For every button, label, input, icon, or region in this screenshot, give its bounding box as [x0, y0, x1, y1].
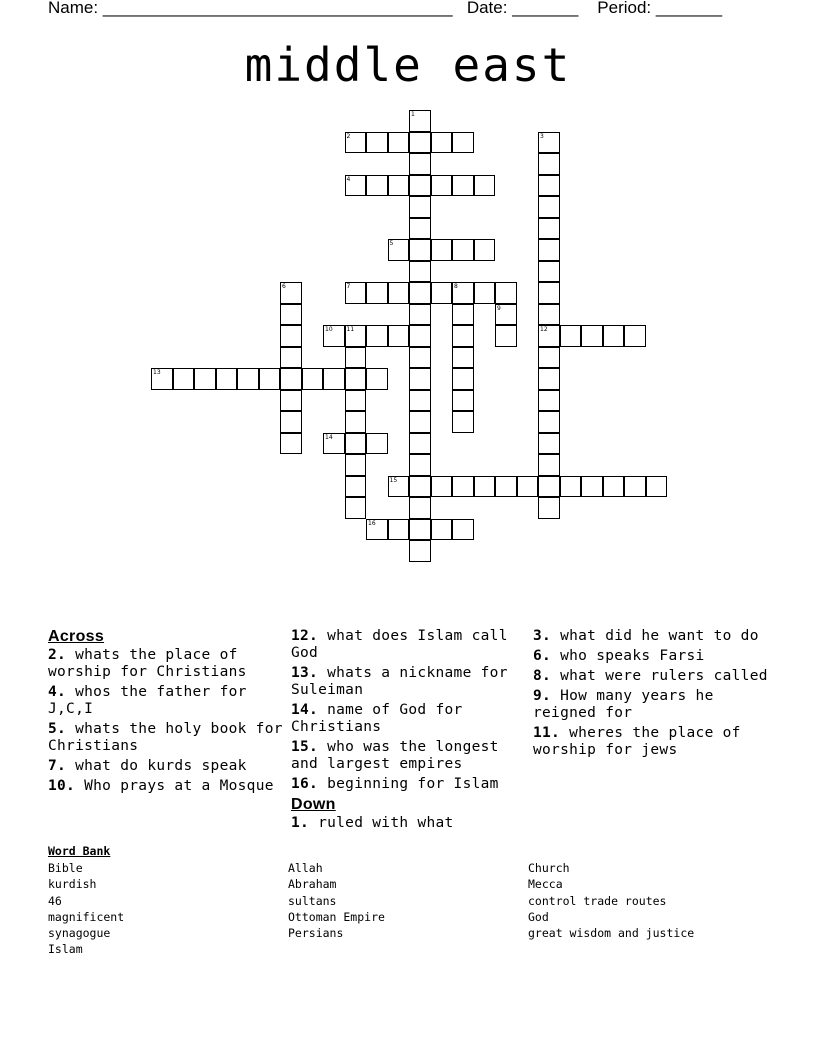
- word-bank-item: great wisdom and justice: [528, 926, 695, 941]
- crossword-cell[interactable]: [538, 476, 560, 498]
- crossword-cell[interactable]: [345, 433, 367, 455]
- clues-column-1: [48, 628, 284, 798]
- word-bank-item: magnificent: [48, 909, 125, 924]
- crossword-cell[interactable]: [452, 411, 474, 433]
- crossword-cell[interactable]: [173, 368, 195, 390]
- clue-text: whats the holy book for Christians: [48, 721, 283, 754]
- word-bank-item: 46: [48, 893, 62, 908]
- word-bank-column-2: [288, 860, 385, 941]
- clue-number: 4: [346, 175, 351, 183]
- crossword-cell[interactable]: [538, 153, 560, 175]
- crossword-cell[interactable]: [409, 433, 431, 455]
- crossword-cell[interactable]: [345, 325, 367, 347]
- crossword-cell[interactable]: [538, 282, 560, 304]
- crossword-cell[interactable]: [409, 239, 431, 261]
- clue-item: [533, 668, 769, 685]
- crossword-cell[interactable]: [409, 497, 431, 519]
- clue-item: [48, 721, 284, 755]
- clue-item: [291, 628, 527, 662]
- crossword-cell[interactable]: [345, 347, 367, 369]
- clue-number-label: 16.: [291, 776, 319, 792]
- crossword-cell[interactable]: [345, 497, 367, 519]
- crossword-cell[interactable]: [280, 304, 302, 326]
- crossword-cell[interactable]: [280, 433, 302, 455]
- crossword-cell[interactable]: [603, 325, 625, 347]
- crossword-cell[interactable]: [538, 239, 560, 261]
- clue-item: [533, 688, 769, 722]
- crossword-cell[interactable]: [409, 476, 431, 498]
- clue-item: [48, 758, 284, 775]
- clue-item: [291, 776, 527, 793]
- crossword-cell[interactable]: [431, 519, 453, 541]
- crossword-cell[interactable]: [581, 325, 603, 347]
- crossword-cell[interactable]: [409, 132, 431, 154]
- clue-text: what do kurds speak: [66, 758, 247, 774]
- clue-number: 5: [389, 240, 394, 247]
- crossword-cell[interactable]: [452, 390, 474, 412]
- word-bank-item: sultans: [288, 893, 337, 908]
- clue-number-label: 13.: [291, 665, 319, 681]
- crossword-cell[interactable]: [538, 304, 560, 326]
- crossword-cell[interactable]: [388, 175, 410, 197]
- crossword-cell[interactable]: [323, 433, 345, 455]
- clue-item: [291, 665, 527, 699]
- crossword-cell[interactable]: [452, 239, 474, 261]
- crossword-cell[interactable]: [538, 411, 560, 433]
- crossword-cell[interactable]: [431, 476, 453, 498]
- crossword-cell[interactable]: [624, 476, 646, 498]
- clue-text: what did he want to do: [551, 628, 759, 644]
- crossword-cell[interactable]: [280, 411, 302, 433]
- word-bank-item: synagogue: [48, 926, 111, 941]
- clue-number: 12: [540, 326, 548, 333]
- clues-column-3: [533, 628, 769, 762]
- name-blank[interactable]: _____________________________________: [102, 0, 453, 17]
- word-bank-item: Persians: [288, 926, 344, 941]
- clue-number-label: 7.: [48, 758, 67, 774]
- crossword-cell[interactable]: [431, 239, 453, 261]
- crossword-cell[interactable]: [366, 368, 388, 390]
- clue-number: 8: [454, 283, 458, 290]
- crossword-cell[interactable]: [345, 454, 367, 476]
- crossword-cell[interactable]: [388, 476, 410, 498]
- clue-text: whats a nickname for Suleiman: [291, 665, 508, 698]
- crossword-cell[interactable]: [280, 325, 302, 347]
- clue-item: [291, 815, 527, 832]
- crossword-cell[interactable]: [345, 411, 367, 433]
- word-bank-column-3: [528, 860, 694, 941]
- crossword-cell[interactable]: [452, 304, 474, 326]
- word-bank-item: Ottoman Empire: [288, 909, 385, 924]
- crossword-cell[interactable]: [345, 282, 367, 304]
- crossword-cell[interactable]: [409, 304, 431, 326]
- down-heading: Down: [291, 796, 336, 813]
- crossword-cell[interactable]: [474, 239, 496, 261]
- crossword-cell[interactable]: [409, 110, 431, 132]
- crossword-cell[interactable]: [538, 433, 560, 455]
- crossword-cell[interactable]: [474, 282, 496, 304]
- clue-number-label: 8.: [533, 668, 552, 684]
- crossword-cell[interactable]: [538, 368, 560, 390]
- crossword-cell[interactable]: [194, 368, 216, 390]
- across-heading: Across: [48, 628, 105, 645]
- period-blank[interactable]: _______: [655, 0, 723, 17]
- crossword-cell[interactable]: [345, 175, 367, 197]
- crossword-cell[interactable]: [323, 368, 345, 390]
- clue-number-label: 9.: [533, 688, 552, 704]
- clue-text: what were rulers called: [551, 668, 768, 684]
- crossword-cell[interactable]: [345, 476, 367, 498]
- clue-text: whos the father for J,C,I: [48, 684, 247, 717]
- crossword-cell[interactable]: [323, 325, 345, 347]
- word-bank-column-1: [48, 860, 124, 958]
- crossword-cell[interactable]: [280, 390, 302, 412]
- clue-number: 7: [346, 283, 351, 290]
- crossword-cell[interactable]: [409, 282, 431, 304]
- crossword-cell[interactable]: [452, 368, 474, 390]
- clue-number-label: 4.: [48, 684, 67, 700]
- clue-number: 6: [282, 283, 286, 290]
- clue-number-label: 10.: [48, 778, 76, 794]
- crossword-cell[interactable]: [538, 347, 560, 369]
- crossword-cell[interactable]: [280, 368, 302, 390]
- clue-number: 2: [346, 132, 351, 140]
- crossword-cell[interactable]: [603, 476, 625, 498]
- crossword-cell[interactable]: [538, 454, 560, 476]
- clue-number: 15: [389, 476, 398, 484]
- crossword-cell[interactable]: [280, 282, 302, 304]
- crossword-cell[interactable]: [388, 282, 410, 304]
- crossword-cell[interactable]: [538, 497, 560, 519]
- crossword-cell[interactable]: [538, 218, 560, 240]
- clue-number: 14: [325, 433, 333, 441]
- clue-number: 16: [368, 519, 376, 527]
- crossword-cell[interactable]: [216, 368, 238, 390]
- crossword-cell[interactable]: [151, 368, 173, 390]
- clue-number: 1: [411, 111, 415, 118]
- clue-number-label: 15.: [291, 739, 319, 755]
- clue-text: who speaks Farsi: [551, 648, 705, 664]
- crossword-cell[interactable]: [452, 347, 474, 369]
- crossword-cell[interactable]: [345, 368, 367, 390]
- crossword-cell[interactable]: [431, 282, 453, 304]
- crossword-cell[interactable]: [366, 325, 388, 347]
- clue-number: 10: [325, 326, 333, 333]
- crossword-cell[interactable]: [431, 175, 453, 197]
- crossword-cell[interactable]: [366, 132, 388, 154]
- crossword-cell[interactable]: [388, 132, 410, 154]
- clue-text: How many years he reigned for: [533, 688, 714, 721]
- date-blank[interactable]: _______: [512, 0, 579, 17]
- clue-text: wheres the place of worship for jews: [533, 725, 741, 758]
- clue-item: [48, 684, 284, 718]
- name-label: Name:: [48, 0, 99, 17]
- crossword-cell[interactable]: [409, 454, 431, 476]
- crossword-cell[interactable]: [452, 325, 474, 347]
- clue-number-label: 3.: [533, 628, 552, 644]
- crossword-cell[interactable]: [409, 347, 431, 369]
- crossword-cell[interactable]: [388, 239, 410, 261]
- clue-text: Who prays at a Mosque: [75, 778, 274, 794]
- crossword-cell[interactable]: [366, 282, 388, 304]
- crossword-cell[interactable]: [409, 519, 431, 541]
- crossword-cell[interactable]: [452, 476, 474, 498]
- crossword-cell[interactable]: [366, 519, 388, 541]
- crossword-cell[interactable]: [345, 390, 367, 412]
- crossword-cell[interactable]: [345, 132, 367, 154]
- crossword-cell[interactable]: [280, 347, 302, 369]
- crossword-cell[interactable]: [452, 519, 474, 541]
- word-bank-item: Allah: [288, 861, 323, 875]
- clue-item: [291, 702, 527, 736]
- crossword-cell[interactable]: [538, 132, 560, 154]
- date-label: Date:: [466, 0, 508, 17]
- clue-item: [533, 628, 769, 645]
- word-bank-item: Church: [528, 861, 570, 875]
- crossword-cell[interactable]: [388, 519, 410, 541]
- crossword-cell[interactable]: [452, 282, 474, 304]
- crossword-cell[interactable]: [538, 175, 560, 197]
- crossword-cell[interactable]: [560, 325, 582, 347]
- clue-number-label: 1.: [291, 815, 310, 831]
- crossword-cell[interactable]: [452, 132, 474, 154]
- clue-text: whats the place of worship for Christians: [48, 647, 247, 680]
- crossword-cell[interactable]: [538, 390, 560, 412]
- word-bank-item: Mecca: [528, 877, 563, 892]
- crossword-cell[interactable]: [409, 175, 431, 197]
- word-bank-item: Islam: [48, 942, 83, 957]
- clue-item: [533, 648, 769, 665]
- period-label: Period:: [597, 0, 652, 17]
- crossword-cell[interactable]: [495, 282, 517, 304]
- clue-number-label: 12.: [291, 628, 319, 644]
- clue-number: 13: [153, 369, 161, 376]
- crossword-cell[interactable]: [388, 325, 410, 347]
- crossword-cell[interactable]: [409, 368, 431, 390]
- crossword-cell[interactable]: [624, 325, 646, 347]
- crossword-cell[interactable]: [495, 304, 517, 326]
- crossword-cell[interactable]: [366, 175, 388, 197]
- clue-number: 9: [497, 304, 501, 312]
- word-bank-item: control trade routes: [528, 893, 667, 908]
- clue-number-label: 2.: [48, 647, 67, 663]
- crossword-cell[interactable]: [452, 175, 474, 197]
- clues-column-2: [291, 628, 527, 835]
- clue-number-label: 5.: [48, 721, 67, 737]
- crossword-cell[interactable]: [495, 325, 517, 347]
- clue-text: what does Islam call God: [291, 628, 508, 661]
- clue-item: [48, 778, 284, 795]
- word-bank-title: Word Bank: [48, 844, 111, 858]
- crossword-cell[interactable]: [409, 153, 431, 175]
- crossword-cell[interactable]: [474, 175, 496, 197]
- clue-number: 3: [540, 132, 544, 140]
- crossword-cell[interactable]: [237, 368, 259, 390]
- crossword-cell[interactable]: [538, 325, 560, 347]
- crossword-cell[interactable]: [259, 368, 281, 390]
- word-bank-item: God: [528, 909, 549, 924]
- crossword-cell[interactable]: [302, 368, 324, 390]
- crossword-cell[interactable]: [409, 540, 431, 562]
- crossword-cell[interactable]: [517, 476, 539, 498]
- clue-number: 11: [346, 326, 355, 333]
- clue-number-label: 11.: [533, 725, 561, 741]
- crossword-cell[interactable]: [581, 476, 603, 498]
- clue-item: [291, 739, 527, 773]
- clue-item: [533, 725, 769, 759]
- crossword-cell[interactable]: [538, 261, 560, 283]
- crossword-cell[interactable]: [560, 476, 582, 498]
- word-bank-item: Abraham: [288, 877, 337, 892]
- page-title: middle east: [244, 38, 572, 92]
- crossword-cell[interactable]: [409, 390, 431, 412]
- crossword-cell[interactable]: [409, 261, 431, 283]
- crossword-cell[interactable]: [409, 218, 431, 240]
- word-bank-item: kurdish: [48, 877, 97, 892]
- crossword-cell[interactable]: [409, 325, 431, 347]
- clue-text: who was the longest and largest empires: [291, 739, 499, 772]
- crossword-cell[interactable]: [431, 132, 453, 154]
- crossword-cell[interactable]: [366, 433, 388, 455]
- clue-text: name of God for Christians: [291, 702, 463, 735]
- crossword-cell[interactable]: [474, 476, 496, 498]
- clue-number-label: 14.: [291, 702, 319, 718]
- crossword-cell[interactable]: [495, 476, 517, 498]
- word-bank-item: Bible: [48, 861, 83, 875]
- clue-text: beginning for Islam: [318, 776, 499, 792]
- crossword-cell[interactable]: [409, 196, 431, 218]
- crossword-cell[interactable]: [538, 196, 560, 218]
- clue-number-label: 6.: [533, 648, 552, 664]
- clue-item: [48, 647, 284, 681]
- crossword-cell[interactable]: [409, 411, 431, 433]
- clue-text: ruled with what: [309, 815, 454, 831]
- crossword-cell[interactable]: [646, 476, 668, 498]
